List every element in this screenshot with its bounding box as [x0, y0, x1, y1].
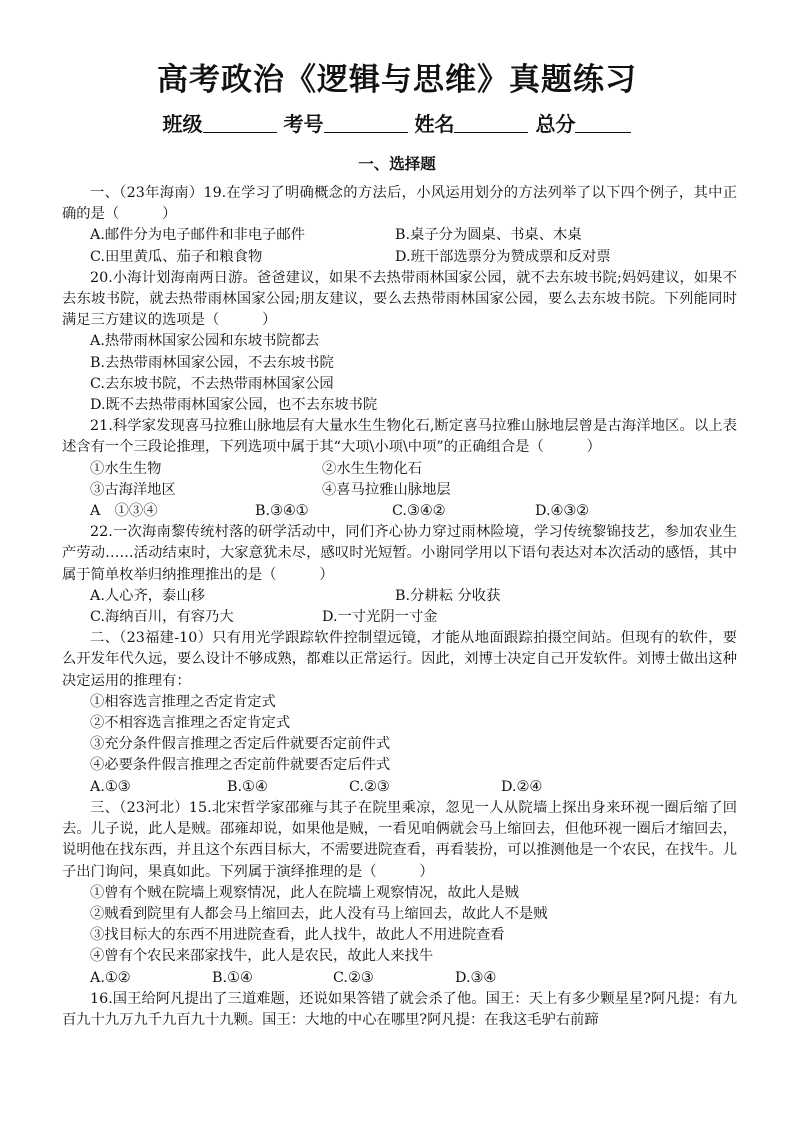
q15-options — [62, 968, 737, 989]
exam-number-blank — [324, 112, 408, 133]
q21-option-c: C.③④② — [392, 503, 446, 520]
q22-options-row1 — [62, 586, 737, 607]
question-19-stem: 一、（23年海南）19.在学习了明确概念的方法后，小风运用划分的方法列举了以下四个例子，其中正确的是（ ） — [62, 185, 737, 223]
question-19-options-row2 — [62, 247, 737, 268]
q21-item-3: ③古海洋地区 — [90, 481, 176, 498]
name-blank — [454, 112, 528, 133]
q21-items-row1 — [62, 459, 737, 480]
q22-options-row2 — [62, 607, 737, 628]
class-blank — [203, 112, 277, 133]
q15-item-4: ④曾有个农民来邵家找牛，此人是农民，故此人来找牛 — [90, 948, 434, 965]
q19-option-a: A.邮件分为电子邮件和非电子邮件 — [90, 227, 306, 244]
q22-option-b: B.分耕耘 分收获 — [395, 587, 501, 604]
q19-option-c: C.田里黄瓜、茄子和粮食物 — [90, 248, 263, 265]
q21-items-row2 — [62, 480, 737, 501]
class-label: 班级 — [162, 112, 203, 136]
total-score-blank — [575, 112, 631, 133]
q15-option-c: C.②③ — [333, 969, 374, 986]
section-title: 一、选择题 — [358, 155, 436, 173]
page-title: 高考政治《逻辑与思维》真题练习 — [157, 62, 637, 98]
question-list — [62, 183, 737, 1031]
q21-item-2: ②水生生物化石 — [322, 460, 423, 477]
q21-option-a: A ①③④ — [90, 503, 158, 520]
q21-item-1: ①水生生物 — [90, 460, 162, 477]
q20-option-b: B.去热带雨林国家公园，不去东坡书院 — [90, 354, 334, 371]
q15-item-3: ③找目标大的东西不用进院查看，此人找牛，故此人不用进院查看 — [90, 927, 505, 944]
question-19-options-row1 — [62, 225, 737, 246]
q21-options — [62, 501, 737, 522]
q21-item-4: ④喜马拉雅山脉地层 — [322, 481, 451, 498]
q15-item-1: ①曾有个贼在院墙上观察情况，此人在院墙上观察情况，故此人是贼 — [90, 884, 519, 901]
fujian-item-3: ③充分条件假言推理之否定后件就要否定前件式 — [90, 736, 391, 753]
question-16-stem: 16.国王给阿凡提出了三道难题，还说如果答错了就会杀了他。国王：天上有多少颗星星?阿凡提：有九百九十九万九千九百九十九颗。国王：大地的中心在哪里?阿凡提：在我这毛驴右前蹄 — [62, 990, 737, 1028]
question-21-stem: 21.科学家发现喜马拉雅山脉地层有大量水生生物化石,断定喜马拉雅山脉地层曾是古海洋地区。以上表述含有一个三段论推理，下列选项中属于其“大项\小项\中项”的正确组合是（ ） — [62, 418, 737, 456]
fujian-option-b: B.①④ — [227, 778, 268, 795]
exam-number-label: 考号 — [283, 112, 324, 136]
question-22-stem: 22.一次海南黎传统村落的研学活动中，同们齐心协力穿过雨林险境，学习传统黎锦技艺，参加农业生产劳动……活动结束时，大家意犹未尽，感叹时光短暂。小谢同学用以下语句表达对本次活动的感悟，其中属于简单枚举归纳推理推出的是（ ） — [62, 524, 737, 583]
q21-option-d: D.④③② — [535, 503, 589, 520]
question-15-stem: 三、（23河北）15.北宋哲学家邵雍与其子在院里乘凉，忽见一人从院墙上探出身来环视一圈后缩了回去。儿子说，此人是贼。邵雍却说，如果他是贼，一看见咱俩就会马上缩回去，但他环视一圈后才缩回去，说明他在找东西，并且这个东西目标大，不需要进院查看，再看装扮，可以推测他是一个农民，在找牛。儿子出门询问，果真如此。下列属于演绎推理的是（ ） — [62, 799, 737, 880]
q22-option-a: A.人心齐，泰山移 — [90, 587, 205, 604]
q20-option-c: C.去东坡书院，不去热带雨林国家公园 — [90, 375, 334, 392]
question-20-stem: 20.小海计划海南两日游。爸爸建议，如果不去热带雨林国家公园，就不去东坡书院;妈妈建议，如果不去东坡书院，就去热带雨林国家公园;朋友建议，要么去热带雨林国家公园，要么去东坡书院。下列能同时满足三方建议的选项是（ ） — [62, 269, 737, 329]
fujian-item-1: ①相容选言推理之否定肯定式 — [90, 693, 276, 710]
q19-option-b: B.桌子分为圆桌、书桌、木桌 — [395, 227, 582, 244]
q15-item-2: ②贼看到院里有人都会马上缩回去，此人没有马上缩回去，故此人不是贼 — [90, 905, 548, 922]
student-info-line — [0, 110, 794, 138]
fujian-option-a: A.①③ — [90, 778, 131, 795]
q19-option-d: D.班干部选票分为赞成票和反对票 — [395, 248, 611, 265]
total-score-label: 总分 — [535, 112, 576, 136]
question-fujian-stem: 二、（23福建-10）只有用光学跟踪软件控制望远镜，才能从地面跟踪拍摄空间站。但现有的软件，要么开发年代久远，要么设计不够成熟，都难以正常运行。因此，刘博士决定自己开发软件。刘博士做出这种决定运用的推理有： — [62, 630, 737, 689]
fujian-item-4: ④必要条件假言推理之否定前件就要否定后件式 — [90, 757, 391, 774]
q15-option-a: A.①② — [90, 969, 131, 986]
fujian-options — [62, 777, 737, 798]
name-label: 姓名 — [414, 112, 455, 136]
q20-option-a: A.热带雨林国家公园和东坡书院都去 — [90, 333, 320, 350]
q15-option-b: B.①④ — [212, 969, 253, 986]
q22-option-d: D.一寸光阴一寸金 — [322, 609, 438, 626]
fujian-option-c: C.②③ — [349, 778, 390, 795]
q20-option-d: D.既不去热带雨林国家公园，也不去东坡书院 — [90, 397, 378, 414]
fujian-item-2: ②不相容选言推理之否定肯定式 — [90, 715, 291, 732]
q15-option-d: D.③④ — [455, 969, 497, 986]
q21-option-b: B.③④① — [255, 503, 309, 520]
q22-option-c: C.海纳百川，有容乃大 — [90, 609, 234, 626]
fujian-option-d: D.②④ — [501, 778, 543, 795]
